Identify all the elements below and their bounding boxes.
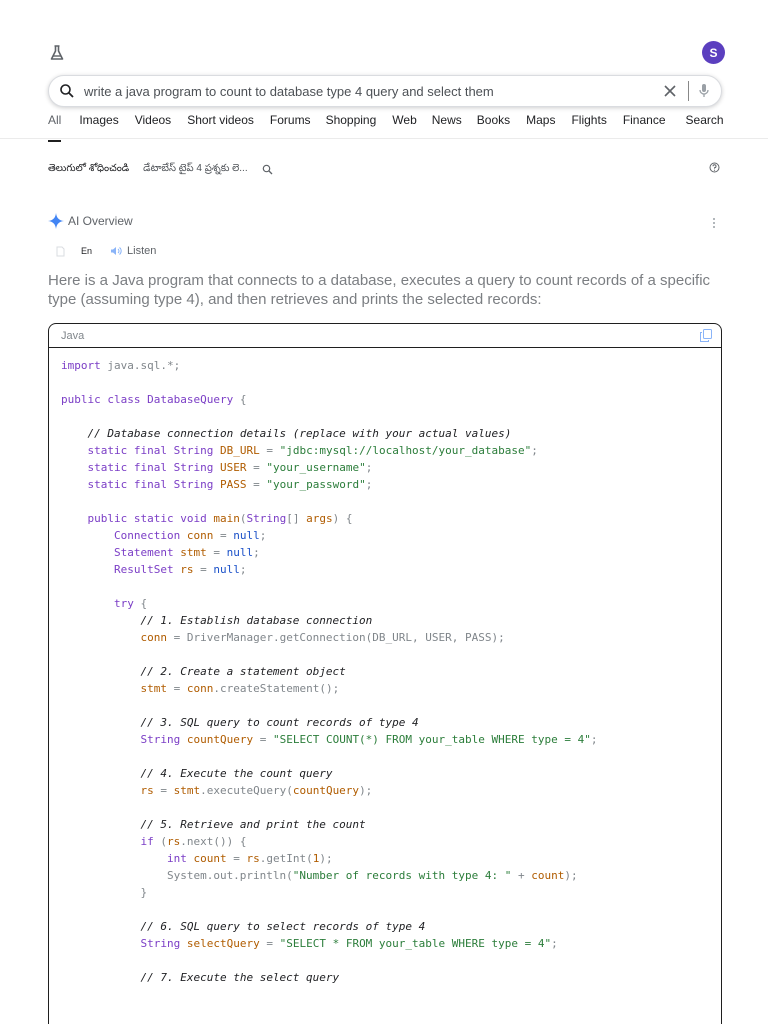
search-in-telugu-label: తెలుగులో శోధించండి bbox=[48, 163, 130, 174]
code-line: // 5. Retrieve and print the count bbox=[140, 818, 366, 831]
code-line: Statement stmt = null; bbox=[113, 546, 260, 559]
code-line bbox=[61, 748, 721, 765]
account-avatar[interactable]: S bbox=[702, 41, 725, 64]
ai-overview-summary: Here is a Java program that connects to a database, executes a query to count records of a specific type (assuming type 4), and then retrieves and prints the selected records: bbox=[48, 272, 711, 308]
microphone-icon[interactable] bbox=[697, 83, 711, 99]
code-line: if (rs.next()) { bbox=[140, 835, 247, 848]
sparkle-icon bbox=[48, 213, 64, 229]
search-box[interactable] bbox=[48, 75, 722, 107]
ai-overview-controls bbox=[56, 245, 156, 257]
tab-flights[interactable]: Flights bbox=[571, 113, 607, 127]
code-line: stmt = conn.createStatement(); bbox=[140, 682, 340, 695]
code-line: public static void main(String[] args) { bbox=[87, 512, 353, 525]
code-line: // 2. Create a statement object bbox=[140, 665, 346, 678]
code-line bbox=[61, 374, 721, 391]
code-line bbox=[61, 901, 721, 918]
labs-flask-icon[interactable] bbox=[48, 44, 66, 62]
code-line: try { bbox=[113, 597, 148, 610]
tab-shopping[interactable]: Shopping bbox=[325, 113, 377, 127]
code-line bbox=[61, 578, 721, 595]
tab-images[interactable]: Images bbox=[79, 113, 119, 127]
code-line bbox=[61, 697, 721, 714]
language-toggle[interactable]: En bbox=[81, 246, 93, 256]
copy-icon[interactable] bbox=[700, 329, 712, 342]
search-tabs bbox=[48, 113, 724, 135]
help-icon[interactable] bbox=[709, 162, 720, 173]
code-line: String countQuery = "SELECT COUNT(*) FROM your_table WHERE type = 4"; bbox=[140, 733, 598, 746]
code-line: static final String PASS = "your_password"; bbox=[87, 478, 373, 491]
code-line bbox=[61, 646, 721, 663]
code-line: static final String DB_URL = "jdbc:mysql://localhost/your_database"; bbox=[87, 444, 538, 457]
document-icon bbox=[56, 246, 65, 257]
code-line: } bbox=[61, 886, 148, 899]
tab-books[interactable]: Books bbox=[476, 113, 511, 127]
code-line: // 3. SQL query to count records of type 4 bbox=[140, 716, 419, 729]
tab-search[interactable]: Search bbox=[685, 113, 724, 127]
search-icon bbox=[59, 83, 75, 99]
tab-web[interactable]: Web bbox=[392, 113, 417, 127]
code-language-label: Java bbox=[61, 329, 85, 342]
code-line bbox=[61, 408, 721, 425]
code-line bbox=[61, 799, 721, 816]
code-line: // 1. Establish database connection bbox=[140, 614, 373, 627]
code-line: public class DatabaseQuery { bbox=[61, 393, 247, 406]
code-line: Connection conn = null; bbox=[113, 529, 267, 542]
code-line: System.out.println("Number of records with type 4: " + count); bbox=[61, 869, 578, 882]
ai-overview-title: AI Overview bbox=[68, 214, 133, 228]
code-line: import java.sql.*; bbox=[61, 359, 181, 372]
code-line: // 6. SQL query to select records of type 4 bbox=[140, 920, 426, 933]
search-icon[interactable] bbox=[262, 164, 273, 175]
telugu-query-link[interactable]: డేటాబేస్ టైప్ 4 ప్రశ్నకు లె... bbox=[143, 163, 248, 174]
search-divider bbox=[688, 81, 689, 101]
code-line bbox=[61, 952, 721, 969]
code-block bbox=[48, 323, 722, 1024]
tabs-divider bbox=[0, 138, 768, 139]
code-block-header bbox=[49, 324, 721, 348]
code-line: static final String USER = "your_username"; bbox=[87, 461, 373, 474]
more-options-icon[interactable] bbox=[712, 216, 716, 230]
code-line: conn = DriverManager.getConnection(DB_URL, USER, PASS); bbox=[140, 631, 505, 644]
code-content bbox=[49, 348, 721, 986]
tab-maps[interactable]: Maps bbox=[526, 113, 556, 127]
tab-news[interactable]: News bbox=[431, 113, 462, 127]
tab-forums[interactable]: Forums bbox=[269, 113, 311, 127]
ai-overview-header bbox=[48, 213, 133, 229]
code-line: ResultSet rs = null; bbox=[113, 563, 247, 576]
tab-videos[interactable]: Videos bbox=[134, 113, 172, 127]
code-line: rs = stmt.executeQuery(countQuery); bbox=[140, 784, 373, 797]
listen-button[interactable]: Listen bbox=[127, 245, 157, 257]
code-line: // 4. Execute the count query bbox=[140, 767, 333, 780]
search-in-telugu-row bbox=[48, 160, 724, 178]
code-line: String selectQuery = "SELECT * FROM your_table WHERE type = 4"; bbox=[140, 937, 558, 950]
clear-icon[interactable] bbox=[662, 83, 678, 99]
tab-short-videos[interactable]: Short videos bbox=[187, 113, 254, 127]
tab-finance[interactable]: Finance bbox=[622, 113, 666, 127]
code-line: int count = rs.getInt(1); bbox=[166, 852, 333, 865]
code-line: // Database connection details (replace with your actual values) bbox=[87, 427, 512, 440]
search-input[interactable]: write a java program to count to database type 4 query and select them bbox=[84, 83, 494, 99]
speaker-icon[interactable] bbox=[110, 245, 122, 257]
tab-all[interactable]: All bbox=[48, 113, 61, 135]
code-line: // 7. Execute the select query bbox=[140, 971, 340, 984]
code-line bbox=[61, 493, 721, 510]
